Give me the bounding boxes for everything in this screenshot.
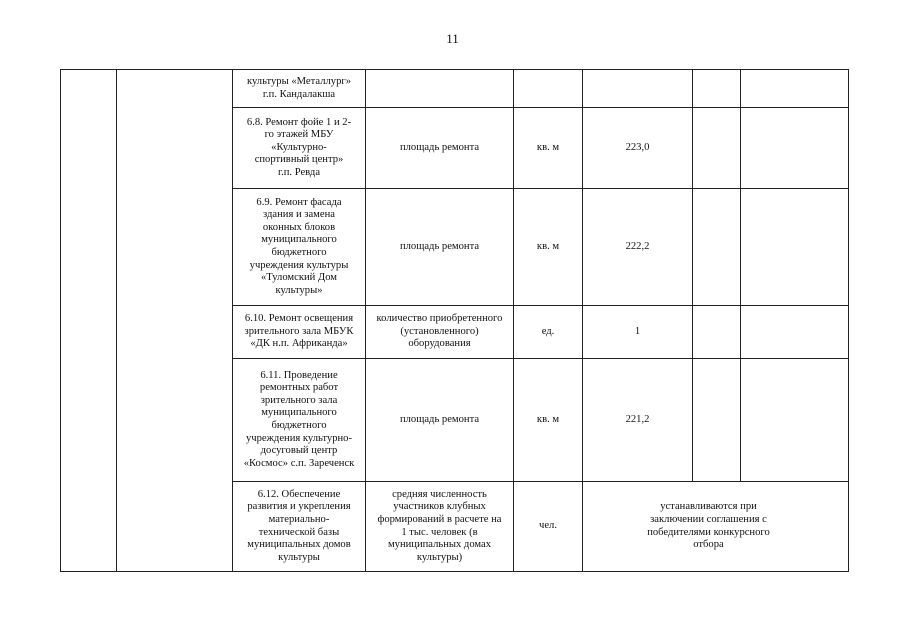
indicator-cell: площадь ремонта [366,359,514,482]
value-cell: 223,0 [583,108,693,189]
merged-value-cell: устанавливаются при заключении соглашения с победителями конкурсного отбора [583,482,849,572]
program-column-cell [117,70,233,572]
measure-name: 6.11. Проведение ремонтных работ зрительного зала муниципального бюджетного учреждения культурно- досуговый центр «Космос» с.п. Зареченск [243,369,355,469]
indicator-cell: площадь ремонта [366,108,514,189]
value-cell: 1 [583,306,693,359]
extra-cell-1 [693,189,741,306]
measure-name: 6.12. Обеспечение развития и укрепления материально- технической базы муниципальных домов культуры [247,488,351,563]
unit-cell [514,70,583,108]
measure-name-cell [233,359,366,482]
extra-cell-2 [741,359,849,482]
measure-name-cell [233,70,366,108]
index-column-cell [61,70,117,572]
measure-name-cell [233,306,366,359]
value-cell: 221,2 [583,359,693,482]
page-number: 11 [446,31,459,46]
measures-table [60,69,849,572]
extra-cell-2 [741,70,849,108]
unit-cell: чел. [514,482,583,572]
value-cell: 222,2 [583,189,693,306]
measure-name-cell [233,482,366,572]
table-row [61,70,849,108]
value-cell [583,70,693,108]
unit-cell: кв. м [514,108,583,189]
indicator-cell: средняя численность участников клубных формирований в расчете на 1 тыс. человек (в муниципальных домах культуры) [366,482,514,572]
measure-name-cell [233,108,366,189]
extra-cell-1 [693,306,741,359]
measure-name: культуры «Металлург» г.п. Кандалакша [246,75,352,100]
unit-cell: ед. [514,306,583,359]
extra-cell-1 [693,359,741,482]
unit-cell: кв. м [514,359,583,482]
extra-cell-2 [741,306,849,359]
indicator-cell: площадь ремонта [366,189,514,306]
unit-cell: кв. м [514,189,583,306]
extra-cell-2 [741,189,849,306]
extra-cell-1 [693,70,741,108]
measure-name: 6.9. Ремонт фасада здания и замена оконных блоков муниципального бюджетного учреждения культуры «Туломский Дом культуры» [249,196,349,296]
measure-name: 6.8. Ремонт фойе 1 и 2- го этажей МБУ «Культурно- спортивный центр» г.п. Ревда [246,116,352,178]
indicator-cell [366,70,514,108]
measure-name: 6.10. Ремонт освещения зрительного зала МБУК «ДК н.п. Африканда» [244,313,354,350]
indicator-cell: количество приобретенного (установленного) оборудования [366,306,514,359]
measure-name-cell [233,189,366,306]
extra-cell-2 [741,108,849,189]
extra-cell-1 [693,108,741,189]
